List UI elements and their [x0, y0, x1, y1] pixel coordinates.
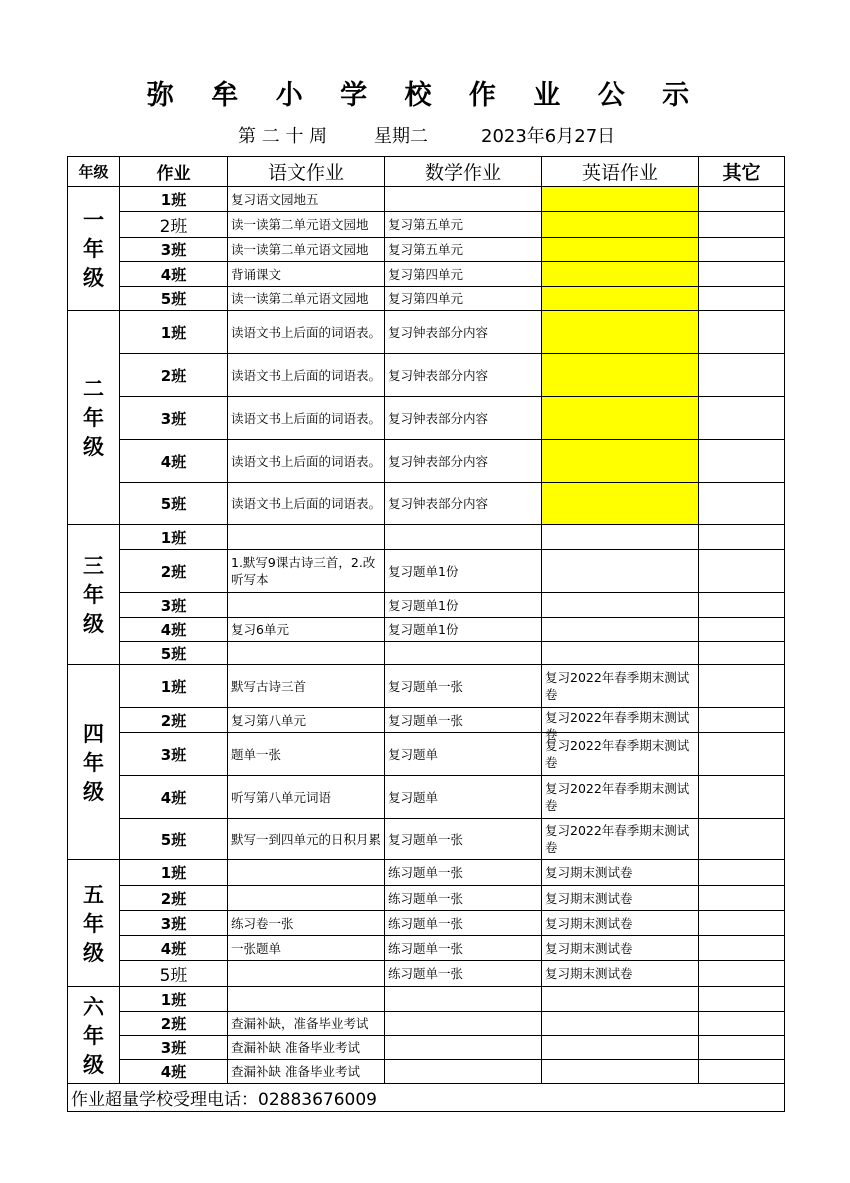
chinese-homework-text: 复习语文园地五: [231, 191, 319, 207]
grade-label: 一 年 级: [68, 187, 120, 311]
chinese-homework-cell: [228, 886, 385, 911]
other-homework-cell: [699, 525, 785, 550]
table-row: [68, 397, 785, 440]
math-homework-cell: [385, 886, 542, 911]
table-row: [68, 911, 785, 936]
other-homework-cell: [699, 1012, 785, 1036]
table-row: [68, 354, 785, 397]
table-row: [68, 238, 785, 262]
chinese-homework-text: 1.默写9课古诗三首，2.改听写本: [231, 555, 376, 587]
table-row: [68, 776, 785, 819]
english-homework-text: 复习2022年春季期末测试卷: [545, 823, 690, 855]
math-homework-cell: [385, 618, 542, 642]
other-homework-cell: [699, 287, 785, 311]
chinese-homework-text: 读语文书上后面的词语表。: [231, 496, 382, 511]
class-label: 2班: [120, 886, 228, 911]
class-label: 4班: [120, 262, 228, 287]
math-homework-cell: [385, 911, 542, 936]
math-homework-text: 复习题单一张: [388, 678, 464, 694]
math-homework-cell: [385, 483, 542, 525]
math-homework-text: 练习题单一张: [388, 940, 464, 956]
math-homework-cell: [385, 593, 542, 618]
table-row: [68, 550, 785, 593]
homework-table: [67, 156, 785, 1112]
grade-label: 五 年 级: [68, 860, 120, 987]
chinese-homework-text: 查漏补缺，准备毕业考试: [231, 1016, 369, 1031]
class-label: 4班: [120, 776, 228, 819]
math-homework-cell: [385, 262, 542, 287]
math-homework-cell: [385, 708, 542, 733]
other-homework-cell: [699, 262, 785, 287]
chinese-homework-cell: [228, 665, 385, 708]
english-homework-cell: [542, 819, 699, 860]
header-grade: 年级: [68, 157, 120, 187]
english-homework-cell: [542, 1012, 699, 1036]
english-homework-cell: [542, 886, 699, 911]
table-row: [68, 708, 785, 733]
class-label: 3班: [120, 911, 228, 936]
class-label: 4班: [120, 618, 228, 642]
math-homework-text: 练习题单一张: [388, 966, 464, 981]
math-homework-text: 复习钟表部分内容: [388, 324, 489, 340]
other-homework-cell: [699, 733, 785, 776]
math-homework-text: 复习第五单元: [388, 217, 464, 232]
english-homework-cell: [542, 397, 699, 440]
math-homework-cell: [385, 1036, 542, 1060]
english-homework-cell: [542, 212, 699, 238]
chinese-homework-cell: [228, 311, 385, 354]
math-homework-text: 复习第四单元: [388, 266, 464, 282]
chinese-homework-cell: [228, 1036, 385, 1060]
class-label: 5班: [120, 287, 228, 311]
other-homework-cell: [699, 987, 785, 1012]
chinese-homework-cell: [228, 354, 385, 397]
table-row: [68, 987, 785, 1012]
math-homework-text: 复习钟表部分内容: [388, 367, 489, 383]
english-homework-cell: [542, 665, 699, 708]
math-homework-text: 复习题单1份: [388, 597, 459, 613]
english-homework-cell: [542, 961, 699, 987]
english-homework-cell: [542, 618, 699, 642]
math-homework-text: 复习钟表部分内容: [388, 496, 489, 511]
grade-label: 三 年 级: [68, 525, 120, 665]
table-row: [68, 886, 785, 911]
math-homework-cell: [385, 1060, 542, 1084]
math-homework-cell: [385, 238, 542, 262]
english-homework-cell: [542, 860, 699, 886]
chinese-homework-text: 读一读第二单元语文园地: [231, 242, 369, 257]
other-homework-cell: [699, 911, 785, 936]
math-homework-cell: [385, 525, 542, 550]
class-label: 2班: [120, 550, 228, 593]
table-row: [68, 187, 785, 212]
chinese-homework-cell: [228, 1060, 385, 1084]
chinese-homework-cell: [228, 212, 385, 238]
header-row: [68, 157, 785, 187]
other-homework-cell: [699, 311, 785, 354]
class-label: 1班: [120, 987, 228, 1012]
english-homework-cell: [542, 1036, 699, 1060]
chinese-homework-text: 默写古诗三首: [231, 678, 307, 694]
math-homework-text: 复习题单一张: [388, 712, 464, 728]
math-homework-text: 复习第四单元: [388, 291, 464, 306]
other-homework-cell: [699, 618, 785, 642]
math-homework-cell: [385, 860, 542, 886]
math-homework-cell: [385, 819, 542, 860]
table-row: [68, 936, 785, 961]
english-homework-cell: [542, 311, 699, 354]
table-row: [68, 593, 785, 618]
class-label: 3班: [120, 397, 228, 440]
class-label: 4班: [120, 1060, 228, 1084]
english-homework-cell: [542, 708, 699, 742]
chinese-homework-text: 读一读第二单元语文园地: [231, 291, 369, 306]
table-row: [68, 860, 785, 886]
chinese-homework-cell: [228, 262, 385, 287]
chinese-homework-cell: [228, 733, 385, 776]
math-homework-text: 复习钟表部分内容: [388, 453, 489, 469]
date-label: 2023年6月27日: [481, 126, 616, 147]
grade-label: 二 年 级: [68, 311, 120, 525]
chinese-homework-cell: [228, 1012, 385, 1036]
table-row: [68, 1036, 785, 1060]
other-homework-cell: [699, 187, 785, 212]
math-homework-cell: [385, 550, 542, 593]
chinese-homework-cell: [228, 618, 385, 642]
chinese-homework-text: 复习6单元: [231, 622, 289, 637]
english-homework-cell: [542, 550, 699, 593]
english-homework-cell: [542, 262, 699, 287]
table-row: [68, 1012, 785, 1036]
class-label: 2班: [120, 354, 228, 397]
other-homework-cell: [699, 708, 785, 733]
math-homework-cell: [385, 936, 542, 961]
chinese-homework-cell: [228, 238, 385, 262]
week-label: 第 二 十 周: [238, 126, 328, 147]
class-label: 1班: [120, 187, 228, 212]
math-homework-text: 复习题单一张: [388, 831, 464, 847]
class-label: 5班: [120, 961, 228, 987]
other-homework-cell: [699, 238, 785, 262]
math-homework-text: 练习题单一张: [388, 890, 464, 906]
table-row: [68, 961, 785, 987]
math-homework-cell: [385, 212, 542, 238]
english-homework-text: 复习2022年春季期末测试卷: [545, 670, 690, 702]
math-homework-cell: [385, 987, 542, 1012]
header-homework: 作业: [120, 157, 228, 187]
table-row: [68, 819, 785, 860]
english-homework-text: 复习期末测试卷: [545, 890, 633, 906]
other-homework-cell: [699, 886, 785, 911]
class-label: 3班: [120, 593, 228, 618]
math-homework-text: 复习题单1份: [388, 563, 459, 579]
page-title: 弥 牟 小 学 校 作 业 公 示: [146, 80, 704, 111]
chinese-homework-text: 题单一张: [231, 746, 282, 762]
other-homework-cell: [699, 776, 785, 819]
class-label: 4班: [120, 936, 228, 961]
math-homework-cell: [385, 776, 542, 819]
other-homework-cell: [699, 642, 785, 665]
chinese-homework-cell: [228, 287, 385, 311]
grade-label: 四 年 级: [68, 665, 120, 860]
header-english: 英语作业: [542, 157, 699, 187]
class-label: 1班: [120, 311, 228, 354]
other-homework-cell: [699, 936, 785, 961]
grade-label: 六 年 级: [68, 987, 120, 1084]
english-homework-cell: [542, 642, 699, 665]
english-homework-text: 复习2022年春季期末测试卷: [545, 738, 690, 770]
table-row: [68, 665, 785, 708]
math-homework-cell: [385, 642, 542, 665]
chinese-homework-cell: [228, 987, 385, 1012]
math-homework-cell: [385, 733, 542, 776]
english-homework-cell: [542, 287, 699, 311]
math-homework-text: 复习钟表部分内容: [388, 410, 489, 426]
chinese-homework-text: 读语文书上后面的词语表。: [231, 367, 382, 383]
other-homework-cell: [699, 961, 785, 987]
other-homework-cell: [699, 1060, 785, 1084]
table-row: [68, 733, 785, 776]
math-homework-cell: [385, 287, 542, 311]
chinese-homework-text: 复习第八单元: [231, 712, 307, 728]
table-row: [68, 262, 785, 287]
english-homework-text: 复习2022年春季期末测试卷: [545, 709, 690, 742]
chinese-homework-cell: [228, 819, 385, 860]
math-homework-cell: [385, 961, 542, 987]
header-chinese: 语文作业: [228, 157, 385, 187]
table-row: [68, 525, 785, 550]
table-row: [68, 642, 785, 665]
class-label: 4班: [120, 440, 228, 483]
chinese-homework-cell: [228, 642, 385, 665]
chinese-homework-cell: [228, 397, 385, 440]
other-homework-cell: [699, 860, 785, 886]
chinese-homework-text: 一张题单: [231, 940, 282, 956]
english-homework-text: 复习期末测试卷: [545, 966, 633, 981]
english-homework-cell: [542, 525, 699, 550]
class-label: 5班: [120, 483, 228, 525]
math-homework-cell: [385, 354, 542, 397]
chinese-homework-text: 读语文书上后面的词语表。: [231, 324, 382, 340]
table-row: [68, 1060, 785, 1084]
english-homework-text: 复习期末测试卷: [545, 865, 633, 880]
other-homework-cell: [699, 550, 785, 593]
math-homework-cell: [385, 397, 542, 440]
math-homework-text: 复习题单: [388, 746, 439, 762]
math-homework-cell: [385, 440, 542, 483]
chinese-homework-text: 查漏补缺 准备毕业考试: [231, 1064, 360, 1079]
class-label: 2班: [120, 708, 228, 733]
other-homework-cell: [699, 440, 785, 483]
other-homework-cell: [699, 397, 785, 440]
math-homework-text: 复习题单: [388, 789, 439, 805]
english-homework-text: 复习期末测试卷: [545, 940, 633, 956]
table-row: [68, 287, 785, 311]
table-row: [68, 618, 785, 642]
english-homework-cell: [542, 776, 699, 819]
chinese-homework-cell: [228, 911, 385, 936]
chinese-homework-text: 背诵课文: [231, 266, 282, 282]
other-homework-cell: [699, 354, 785, 397]
chinese-homework-text: 查漏补缺 准备毕业考试: [231, 1040, 360, 1055]
other-homework-cell: [699, 1036, 785, 1060]
math-homework-text: 练习题单一张: [388, 915, 464, 931]
header-other: 其它: [699, 157, 785, 187]
other-homework-cell: [699, 483, 785, 525]
other-homework-cell: [699, 665, 785, 708]
table-row: [68, 440, 785, 483]
class-label: 1班: [120, 665, 228, 708]
chinese-homework-text: 读语文书上后面的词语表。: [231, 453, 382, 469]
english-homework-cell: [542, 354, 699, 397]
class-label: 2班: [120, 212, 228, 238]
english-homework-text: 复习2022年春季期末测试卷: [545, 781, 690, 813]
class-label: 1班: [120, 525, 228, 550]
class-label: 3班: [120, 1036, 228, 1060]
class-label: 5班: [120, 642, 228, 665]
english-homework-cell: [542, 911, 699, 936]
class-label: 3班: [120, 733, 228, 776]
english-homework-cell: [542, 187, 699, 212]
english-homework-cell: [542, 987, 699, 1012]
english-homework-cell: [542, 483, 699, 525]
math-homework-cell: [385, 665, 542, 708]
other-homework-cell: [699, 593, 785, 618]
english-homework-cell: [542, 238, 699, 262]
chinese-homework-cell: [228, 525, 385, 550]
class-label: 5班: [120, 819, 228, 860]
table-row: [68, 212, 785, 238]
chinese-homework-cell: [228, 550, 385, 593]
chinese-homework-text: 默写一到四单元的日积月累: [231, 831, 382, 847]
english-homework-cell: [542, 733, 699, 776]
class-label: 1班: [120, 860, 228, 886]
chinese-homework-cell: [228, 961, 385, 987]
math-homework-text: 复习第五单元: [388, 242, 464, 257]
math-homework-cell: [385, 1012, 542, 1036]
other-homework-cell: [699, 212, 785, 238]
math-homework-cell: [385, 311, 542, 354]
chinese-homework-text: 听写第八单元词语: [231, 789, 332, 805]
math-homework-text: 复习题单1份: [388, 622, 459, 637]
english-homework-cell: [542, 1060, 699, 1084]
chinese-homework-cell: [228, 440, 385, 483]
weekday-label: 星期二: [374, 126, 428, 147]
math-homework-cell: [385, 187, 542, 212]
chinese-homework-text: 练习卷一张: [231, 915, 294, 931]
chinese-homework-cell: [228, 776, 385, 819]
english-homework-cell: [542, 593, 699, 618]
chinese-homework-cell: [228, 483, 385, 525]
english-homework-cell: [542, 936, 699, 961]
chinese-homework-cell: [228, 708, 385, 733]
class-label: 2班: [120, 1012, 228, 1036]
chinese-homework-cell: [228, 593, 385, 618]
chinese-homework-text: 读语文书上后面的词语表。: [231, 410, 382, 426]
footer-row: [68, 1084, 785, 1112]
class-label: 3班: [120, 238, 228, 262]
chinese-homework-cell: [228, 860, 385, 886]
chinese-homework-cell: [228, 187, 385, 212]
math-homework-text: 练习题单一张: [388, 865, 464, 880]
english-homework-cell: [542, 440, 699, 483]
table-row: [68, 311, 785, 354]
table-row: [68, 483, 785, 525]
chinese-homework-text: 读一读第二单元语文园地: [231, 217, 369, 232]
english-homework-text: 复习期末测试卷: [545, 915, 633, 931]
header-math: 数学作业: [385, 157, 542, 187]
other-homework-cell: [699, 819, 785, 860]
complaint-hotline: 作业超量学校受理电话：02883676009: [68, 1084, 785, 1112]
chinese-homework-cell: [228, 936, 385, 961]
